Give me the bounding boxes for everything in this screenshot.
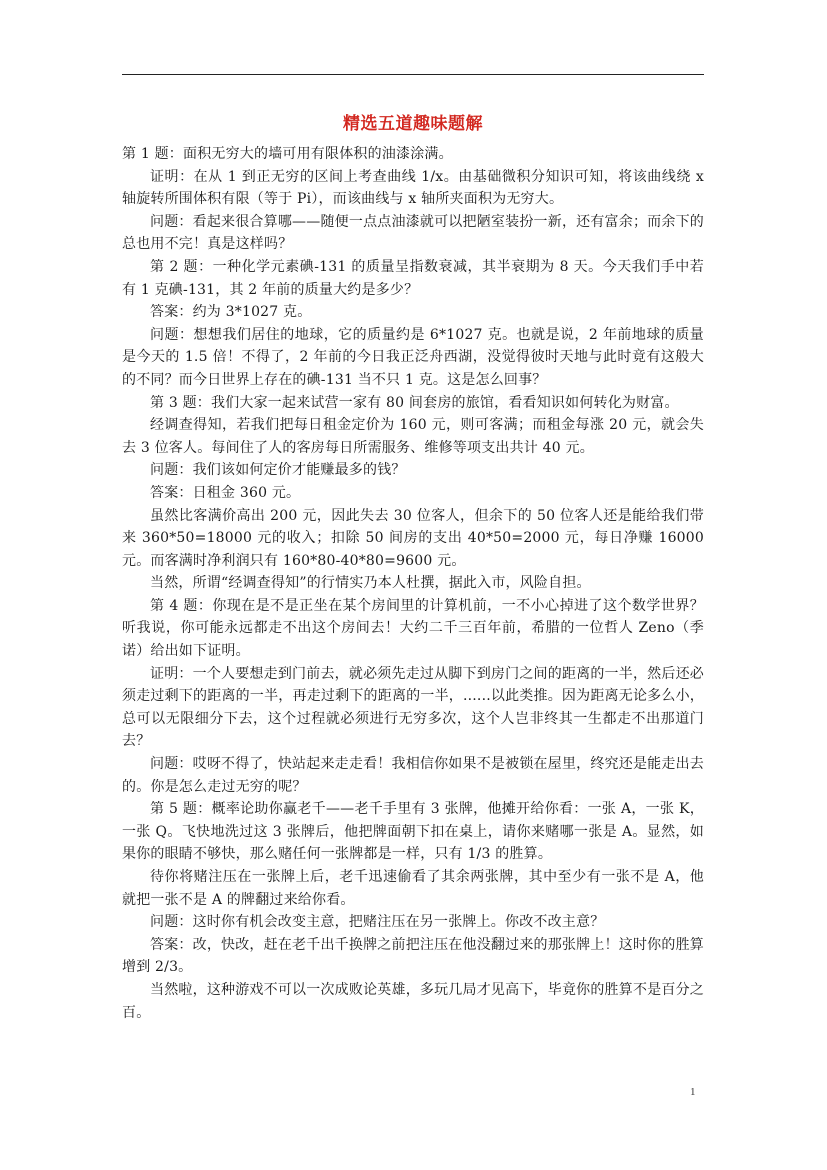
paragraph: 经调查得知，若我们把每日租金定价为 160 元，则可客满；而租金每涨 20 元，就会失去 3 位客人。每间住了人的客房每日所需服务、维修等项支出共计 40 元。	[122, 417, 704, 456]
paragraph: 问题：这时你有机会改变主意，把赌注压在另一张牌上。你改不改主意？	[150, 914, 605, 931]
paragraph: 问题：哎呀不得了，快站起来走走看！我相信你如果不是被锁在屋里，终究还是能走出去的。你是怎么走过无穷的呢？	[122, 756, 704, 795]
paragraph: 证明：一个人要想走到门前去，就必须先走过从脚下到房门之间的距离的一半，然后还必须走过剩下的距离的一半，再走过剩下的距离的一半，......以此类推。因为距离无论多么小，总可以无限细分下去，这个过程就必须进行无穷多次，这个人岂非终其一生都走不出那道门去？	[122, 665, 704, 750]
paragraph: 第 4 题：你现在是不是正坐在某个房间里的计算机前，一不小心掉进了这个数学世界？听我说，你可能永远都走不出这个房间去！大约二千三百年前，希腊的一位哲人 Zeno（季诺）给出如下证明。	[122, 597, 704, 660]
paragraph: 当然，所谓“经调查得知”的行情实乃本人杜撰，据此入市，风险自担。	[150, 575, 591, 592]
paragraph: 第 2 题：一种化学元素碘-131 的质量呈指数衰减，其半衰期为 8 天。今天我们手中若有 1 克碘-131，其 2 年前的质量大约是多少？	[122, 258, 704, 298]
paragraph: 虽然比客满价高出 200 元，因此失去 30 位客人，但余下的 50 位客人还是能给我们带来 360*50=18000 元的收入；扣除 50 间房的支出 40*50=2000 元，每日净赚 16000 元。而客满时净利润只有 160*80-40*80=9600 元。	[122, 507, 704, 569]
document-title: 精选五道趣味题解	[343, 114, 483, 134]
paragraph: 问题：看起来很合算哪——随便一点点油漆就可以把陋室装扮一新，还有富余；而余下的总也用不完！真是这样吗？	[122, 213, 704, 253]
document-body	[122, 143, 704, 1024]
paragraph: 答案：约为 3*1027 克。	[150, 304, 312, 321]
paragraph: 答案：改，快改，赶在老千出千换牌之前把注压在他没翻过来的那张牌上！这时你的胜算增到 2/3。	[122, 936, 704, 976]
paragraph: 证明：在从 1 到正无穷的区间上考查曲线 1/x。由基础微积分知识可知，将该曲线绕 x 轴旋转所围体积有限（等于 Pi），而该曲线与 x 轴所夹面积为无穷大。	[122, 168, 704, 208]
paragraph: 待你将赌注压在一张牌上后，老千迅速偷看了其余两张牌，其中至少有一张不是 A，他就把一张不是 A 的牌翻过来给你看。	[122, 869, 704, 908]
page-number: 1	[690, 1086, 696, 1098]
header-rule	[122, 74, 704, 75]
paragraph: 问题：我们该如何定价才能赚最多的钱？	[150, 462, 406, 479]
paragraph: 第 1 题：面积无穷大的墙可用有限体积的油漆涂满。	[122, 146, 453, 162]
paragraph: 第 3 题：我们大家一起来试营一家有 80 间套房的旅馆，看看知识如何转化为财富。	[150, 394, 679, 411]
paragraph: 答案：日租金 360 元。	[150, 484, 301, 501]
paragraph: 第 5 题：概率论助你赢老千——老千手里有 3 张牌，他摊开给你看：一张 A，一张 K，一张 Q。飞快地洗过这 3 张牌后，他把牌面朝下扣在桌上，请你来赌哪一张是 A。显然，如果你的眼睛不够快，那么赌任何一张牌都是一样，只有 1/3 的胜算。	[122, 801, 704, 863]
paragraph: 当然啦，这种游戏不可以一次成败论英雄，多玩几局才见高下，毕竟你的胜算不是百分之百。	[122, 981, 704, 1021]
paragraph: 问题：想想我们居住的地球，它的质量约是 6*1027 克。也就是说，2 年前地球的质量是今天的 1.5 倍！不得了，2 年前的今日我正泛舟西湖，没觉得彼时天地与此时竟有这般大的不同？而今日世界上存在的碘-131 当不只 1 克。这是怎么回事？	[122, 326, 704, 388]
